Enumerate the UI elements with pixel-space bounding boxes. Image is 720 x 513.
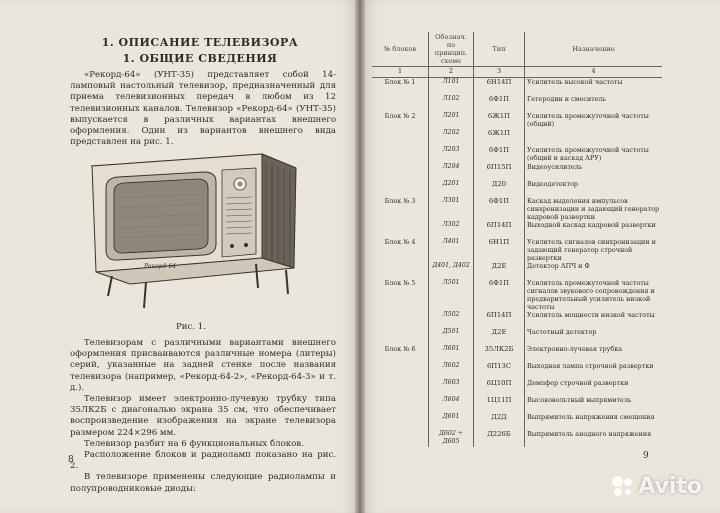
row-type: 6П14П xyxy=(474,311,525,328)
row-type: Д20 xyxy=(474,180,525,197)
row-block xyxy=(372,430,429,447)
row-purpose: Электронно-лучевая трубка xyxy=(527,345,623,353)
row-purpose: Усилитель мощности низкой частоты xyxy=(527,311,655,319)
row-purpose: Усилитель промежуточной частоты (общий и каскад АРУ) xyxy=(527,146,649,162)
column-number: 3 xyxy=(474,67,525,78)
tv-logo: Рекорд 64 xyxy=(144,263,176,270)
row-type: Д2Д xyxy=(474,413,525,430)
row-block xyxy=(372,95,429,112)
tv-illustration xyxy=(86,148,306,318)
column-number: 2 xyxy=(429,67,474,78)
row-designation: Д501 xyxy=(429,328,474,345)
row-designation: Д601 xyxy=(429,413,474,430)
row-purpose: Выпрямитель анодного напряжения xyxy=(527,430,652,438)
table-row xyxy=(372,328,662,345)
page-number-left: 8 xyxy=(68,455,74,465)
tube-spec-table xyxy=(372,32,662,447)
row-purpose: Выходной каскад кадровой развертки xyxy=(527,221,656,229)
row-purpose: Усилитель промежуточной частоты сигналов звукового сопровождения и предварительный усилитель низкой частоты xyxy=(527,279,655,311)
table-row xyxy=(372,262,662,279)
table-row xyxy=(372,430,662,447)
table-header-row xyxy=(372,32,662,67)
section-heading: 1. ОПИСАНИЕ ТЕЛЕВИЗОРА xyxy=(101,36,299,49)
avito-watermark xyxy=(612,474,702,499)
paragraph: В телевизоре применены следующие радиолампы и полупроводниковые диоды: xyxy=(70,472,336,494)
row-type: 1Ц11П xyxy=(474,396,525,413)
row-designation: Д201 xyxy=(429,180,474,197)
table-row xyxy=(372,180,662,197)
header-cell: № блоков xyxy=(372,32,429,67)
table-row xyxy=(372,146,662,163)
column-number-row xyxy=(372,67,662,78)
row-designation: Л301 xyxy=(429,197,474,221)
row-purpose: Демпфер строчной развертки xyxy=(527,379,629,387)
subsection-heading: 1. ОБЩИЕ СВЕДЕНИЯ xyxy=(122,52,278,65)
paragraph: Телевизор имеет электронно-лучевую трубку типа 35ЛК2Б с диагональю экрана 35 см, что обеспечивает воспроизведение изображения на экране телевизора размером 224×296 мм. xyxy=(70,394,336,438)
row-designation: Л604 xyxy=(429,396,474,413)
row-block: Блок № 3 xyxy=(372,197,429,221)
column-number: 1 xyxy=(372,67,429,78)
row-designation: Л203 xyxy=(429,146,474,163)
row-designation: Л102 xyxy=(429,95,474,112)
row-designation: Л603 xyxy=(429,379,474,396)
row-designation: Д401, Д402 xyxy=(429,262,474,279)
row-designation: Л101 xyxy=(429,78,474,96)
paragraph: Расположение блоков и радиоламп показано на рис. 2. xyxy=(70,450,336,472)
body-paragraphs xyxy=(70,338,336,495)
row-block xyxy=(372,221,429,238)
row-designation: Л602 xyxy=(429,362,474,379)
row-type: Д226Б xyxy=(474,430,525,447)
row-purpose: Выпрямитель напряжения смещения xyxy=(527,413,655,421)
table-row xyxy=(372,112,662,129)
row-designation: Л601 xyxy=(429,345,474,362)
column-number: 4 xyxy=(525,67,663,78)
row-type: 6Н1П xyxy=(474,238,525,262)
avito-logo-icon xyxy=(612,476,634,498)
row-block: Блок № 1 xyxy=(372,78,429,96)
paragraph: Телевизор разбит на 6 функциональных блоков. xyxy=(84,438,304,449)
header-cell: Обознач. по принцип. схеме xyxy=(429,32,474,67)
row-block xyxy=(372,396,429,413)
row-block xyxy=(372,262,429,279)
row-block: Блок № 2 xyxy=(372,112,429,129)
row-type: 6П15П xyxy=(474,163,525,180)
row-designation: Д602 ÷ Д605 xyxy=(429,430,474,447)
intro-paragraph xyxy=(70,70,336,148)
row-type: 6Ф1П xyxy=(474,146,525,163)
row-designation: Л501 xyxy=(429,279,474,311)
row-block xyxy=(372,180,429,197)
row-type: 6Ф1П xyxy=(474,197,525,221)
row-designation: Л302 xyxy=(429,221,474,238)
row-purpose xyxy=(525,129,663,146)
row-type: 6П14П xyxy=(474,221,525,238)
row-designation: Л202 xyxy=(429,129,474,146)
row-type: 6Ж1П xyxy=(474,112,525,129)
row-block: Блок № 4 xyxy=(372,238,429,262)
row-block: Блок № 5 xyxy=(372,279,429,311)
row-purpose: Гетеродин и смеситель xyxy=(527,95,607,103)
watermark-text: Avito xyxy=(638,474,702,499)
table-row xyxy=(372,163,662,180)
table-row xyxy=(372,238,662,262)
row-type: 35ЛК2Б xyxy=(474,345,525,362)
header-cell: Назначение xyxy=(525,32,663,67)
row-purpose: Усилитель промежуточной частоты (общий) xyxy=(527,112,649,128)
row-purpose: Видеодетектор xyxy=(527,180,579,188)
figure-caption: Рис. 1. xyxy=(176,322,206,332)
paragraph: Телевизорам с различными вариантами внешнего оформления присваиваются различные номера (литеры) серий, указанные на задней стенке после названия телевизора (например, «Рекорд-64-2», «Рекорд-64-3» и т. д.). xyxy=(70,338,336,393)
row-block xyxy=(372,163,429,180)
intro-text: «Рекорд-64» (УНТ-35) представляет собой 14-ламповый настольный телевизор, предназначенный для приема телевизионных передач в любом из 12 телевизионных каналов. Телевизор «Рекорд-64» (УНТ-35) выпускается в различных вариантах внешнего оформления. Один из вариантов внешнего вида представлен на рис. 1. xyxy=(70,70,336,148)
table-row xyxy=(372,221,662,238)
row-block xyxy=(372,311,429,328)
row-block xyxy=(372,413,429,430)
row-type: Д2Е xyxy=(474,328,525,345)
row-type: 6Ц10П xyxy=(474,379,525,396)
table-row xyxy=(372,362,662,379)
row-block xyxy=(372,362,429,379)
row-purpose: Видеоусилитель xyxy=(527,163,583,171)
row-designation: Л502 xyxy=(429,311,474,328)
table-row xyxy=(372,413,662,430)
table-row xyxy=(372,279,662,311)
row-purpose: Выходная лампа строчной развертки xyxy=(527,362,654,370)
row-purpose: Частотный детектор xyxy=(527,328,597,336)
page-number-right: 9 xyxy=(643,451,649,461)
row-block xyxy=(372,129,429,146)
row-purpose: Высоковольтный выпрямитель xyxy=(527,396,632,404)
table-row xyxy=(372,129,662,146)
row-purpose: Детектор АПЧ и Ф xyxy=(527,262,590,270)
row-block xyxy=(372,379,429,396)
table-row xyxy=(372,78,662,96)
row-type: Д2Е xyxy=(474,262,525,279)
row-type: 6Ф1П xyxy=(474,279,525,311)
row-block: Блок № 6 xyxy=(372,345,429,362)
row-block xyxy=(372,146,429,163)
row-block xyxy=(372,328,429,345)
row-type: 6Ж1П xyxy=(474,129,525,146)
table-row xyxy=(372,197,662,221)
row-purpose: Каскад выделения импульсов синхронизации и задающий генератор кадровой развертки xyxy=(527,197,660,221)
row-type: 6Н14П xyxy=(474,78,525,96)
book-gutter xyxy=(355,0,365,513)
table-row xyxy=(372,311,662,328)
row-purpose: Усилитель сигналов синхронизации и задающий генератор строчной развертки xyxy=(527,238,656,262)
row-type: 6П13С xyxy=(474,362,525,379)
row-purpose: Усилитель высокой частоты xyxy=(527,78,623,86)
table-row xyxy=(372,396,662,413)
row-designation: Л401 xyxy=(429,238,474,262)
table-row xyxy=(372,379,662,396)
row-designation: Л201 xyxy=(429,112,474,129)
table-row xyxy=(372,345,662,362)
row-designation: Л204 xyxy=(429,163,474,180)
row-type: 6Ф1П xyxy=(474,95,525,112)
header-cell: Тип xyxy=(474,32,525,67)
table-row xyxy=(372,95,662,112)
